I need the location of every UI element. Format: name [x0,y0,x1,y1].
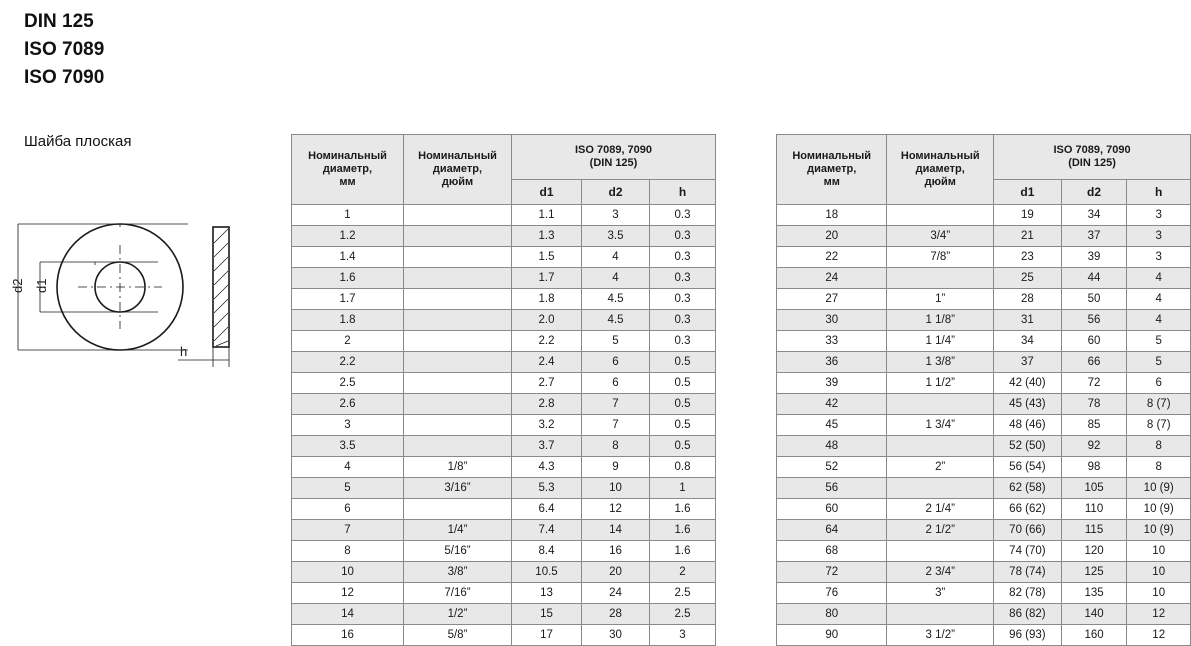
cell-d2: 10 [582,478,650,499]
cell-nominal-inch: 2 1/2” [887,520,994,541]
cell-nominal-mm: 4 [292,457,404,478]
cell-d2: 14 [582,520,650,541]
cell-nominal-inch [887,436,994,457]
cell-nominal-mm: 2 [292,331,404,352]
cell-d2: 135 [1061,583,1127,604]
cell-d1: 96 (93) [994,625,1062,646]
cell-nominal-inch [404,226,512,247]
cell-nominal-inch [404,373,512,394]
cell-nominal-inch: 2” [887,457,994,478]
cell-d1: 13 [512,583,582,604]
cell-nominal-mm: 3.5 [292,436,404,457]
cell-h: 12 [1127,604,1191,625]
table-row [777,289,1191,310]
cell-h: 4 [1127,268,1191,289]
header-iso-group: ISO 7089, 7090 (DIN 125) [512,135,716,180]
table-row [292,310,716,331]
cell-nominal-mm: 8 [292,541,404,562]
header-nominal-mm: Номинальный диаметр, мм [777,135,887,205]
cell-d2: 24 [582,583,650,604]
cell-d2: 28 [582,604,650,625]
cell-d2: 8 [582,436,650,457]
cell-nominal-inch [404,415,512,436]
table-row [777,457,1191,478]
table-row [777,331,1191,352]
table-row [777,247,1191,268]
cell-nominal-inch: 3/4” [887,226,994,247]
cell-nominal-inch: 3” [887,583,994,604]
cell-nominal-mm: 14 [292,604,404,625]
table-header-left [292,135,716,205]
cell-d1: 2.4 [512,352,582,373]
table-row [777,520,1191,541]
cell-nominal-mm: 60 [777,499,887,520]
cell-d2: 4.5 [582,310,650,331]
cell-d2: 115 [1061,520,1127,541]
header-h: h [650,180,716,205]
cell-d1: 42 (40) [994,373,1062,394]
table-row [292,499,716,520]
cell-nominal-mm: 42 [777,394,887,415]
cell-d1: 17 [512,625,582,646]
table-row [292,520,716,541]
cell-d1: 78 (74) [994,562,1062,583]
cell-nominal-inch: 1 1/2” [887,373,994,394]
cell-d1: 3.2 [512,415,582,436]
centre-lines [78,245,162,329]
cell-nominal-inch [887,604,994,625]
cell-h: 0.5 [650,415,716,436]
cell-nominal-inch [887,478,994,499]
cell-h: 0.5 [650,436,716,457]
table-body-left [292,205,716,646]
cell-nominal-inch [404,499,512,520]
washer-size-table-right [776,134,1191,646]
standard-din-125: DIN 125 [24,11,94,32]
cell-nominal-inch: 1/8” [404,457,512,478]
cell-h: 2.5 [650,604,716,625]
cell-d1: 2.8 [512,394,582,415]
cell-h: 10 (9) [1127,478,1191,499]
cell-nominal-mm: 1.2 [292,226,404,247]
cell-h: 5 [1127,331,1191,352]
cell-d1: 82 (78) [994,583,1062,604]
cell-h: 10 (9) [1127,520,1191,541]
cell-d1: 56 (54) [994,457,1062,478]
cell-d1: 37 [994,352,1062,373]
cell-d2: 140 [1061,604,1127,625]
table-row [292,583,716,604]
table-row [777,205,1191,226]
cell-nominal-mm: 45 [777,415,887,436]
cell-d2: 9 [582,457,650,478]
cell-h: 2.5 [650,583,716,604]
cell-h: 10 [1127,562,1191,583]
header-h: h [1127,180,1191,205]
cell-d1: 62 (58) [994,478,1062,499]
label-d2: d2 [10,278,25,293]
cell-d1: 31 [994,310,1062,331]
cell-h: 2 [650,562,716,583]
cell-h: 0.3 [650,268,716,289]
cell-nominal-inch: 2 3/4” [887,562,994,583]
cell-nominal-inch: 5/16” [404,541,512,562]
cell-d1: 52 (50) [994,436,1062,457]
cell-d1: 2.0 [512,310,582,331]
cell-nominal-mm: 72 [777,562,887,583]
table-row [777,478,1191,499]
cell-d2: 72 [1061,373,1127,394]
cell-h: 6 [1127,373,1191,394]
cell-nominal-inch: 7/8” [887,247,994,268]
cell-d2: 92 [1061,436,1127,457]
table-row [777,415,1191,436]
cell-d2: 30 [582,625,650,646]
table-row [292,352,716,373]
cell-d1: 23 [994,247,1062,268]
cell-nominal-mm: 7 [292,520,404,541]
cell-d1: 3.7 [512,436,582,457]
cell-nominal-inch [887,268,994,289]
cell-nominal-mm: 36 [777,352,887,373]
cell-nominal-inch: 7/16” [404,583,512,604]
cell-h: 3 [1127,205,1191,226]
cell-nominal-inch [404,205,512,226]
cell-d1: 70 (66) [994,520,1062,541]
cell-h: 10 [1127,583,1191,604]
cell-nominal-mm: 48 [777,436,887,457]
table-row [292,226,716,247]
cell-nominal-mm: 5 [292,478,404,499]
cell-nominal-mm: 1 [292,205,404,226]
cell-d2: 60 [1061,331,1127,352]
standards-title-block [24,8,104,92]
cell-nominal-mm: 16 [292,625,404,646]
cell-d2: 3.5 [582,226,650,247]
cell-nominal-inch [404,436,512,457]
cell-d2: 4 [582,268,650,289]
cell-nominal-inch: 5/8” [404,625,512,646]
cell-d2: 4.5 [582,289,650,310]
cell-d2: 7 [582,415,650,436]
product-subtitle: Шайба плоская [24,133,132,150]
cell-h: 3 [1127,226,1191,247]
cell-d2: 7 [582,394,650,415]
cell-nominal-mm: 1.7 [292,289,404,310]
cell-nominal-mm: 2.2 [292,352,404,373]
cell-d1: 6.4 [512,499,582,520]
cell-d1: 15 [512,604,582,625]
table-row [292,457,716,478]
cell-d1: 28 [994,289,1062,310]
cell-h: 0.3 [650,310,716,331]
header-d2: d2 [1061,180,1127,205]
cell-d2: 66 [1061,352,1127,373]
header-nominal-inch: Номинальный диаметр, дюйм [404,135,512,205]
table-row [777,562,1191,583]
cell-nominal-inch: 3 1/2” [887,625,994,646]
cell-nominal-inch [404,352,512,373]
cell-h: 0.3 [650,289,716,310]
cell-nominal-mm: 22 [777,247,887,268]
cell-nominal-inch: 1/4” [404,520,512,541]
cell-h: 0.3 [650,331,716,352]
cell-nominal-mm: 1.4 [292,247,404,268]
cell-h: 5 [1127,352,1191,373]
table-row [292,289,716,310]
table-row [777,499,1191,520]
header-d1: d1 [994,180,1062,205]
table-row [292,625,716,646]
table-row [777,583,1191,604]
cell-h: 4 [1127,310,1191,331]
cell-h: 10 [1127,541,1191,562]
cell-h: 1 [650,478,716,499]
cell-d1: 21 [994,226,1062,247]
cell-d2: 85 [1061,415,1127,436]
header-iso-group: ISO 7089, 7090 (DIN 125) [994,135,1191,180]
cell-nominal-inch [404,310,512,331]
cell-nominal-mm: 90 [777,625,887,646]
cell-nominal-mm: 30 [777,310,887,331]
header-d1: d1 [512,180,582,205]
cell-h: 0.3 [650,205,716,226]
cell-nominal-mm: 56 [777,478,887,499]
cell-nominal-mm: 33 [777,331,887,352]
cell-nominal-mm: 2.6 [292,394,404,415]
cell-h: 0.5 [650,352,716,373]
cell-nominal-mm: 76 [777,583,887,604]
washer-side-view [178,227,229,367]
cell-h: 12 [1127,625,1191,646]
cell-d2: 6 [582,373,650,394]
cell-h: 10 (9) [1127,499,1191,520]
cell-d2: 56 [1061,310,1127,331]
table-row [292,436,716,457]
cell-d1: 1.3 [512,226,582,247]
cell-d1: 86 (82) [994,604,1062,625]
cell-h: 0.8 [650,457,716,478]
cell-nominal-mm: 52 [777,457,887,478]
cell-nominal-mm: 20 [777,226,887,247]
cell-nominal-mm: 68 [777,541,887,562]
cell-d1: 1.1 [512,205,582,226]
cell-d2: 98 [1061,457,1127,478]
cell-nominal-inch [404,289,512,310]
label-h: h [180,344,188,359]
cell-nominal-inch: 1” [887,289,994,310]
cell-d2: 37 [1061,226,1127,247]
cell-nominal-inch [887,205,994,226]
table-row [777,541,1191,562]
label-d1: d1 [34,278,49,293]
cell-d2: 160 [1061,625,1127,646]
cell-h: 3 [650,625,716,646]
cell-nominal-mm: 6 [292,499,404,520]
cell-nominal-inch: 2 1/4” [887,499,994,520]
washer-size-table-right-wrap [776,134,1191,646]
cell-d1: 5.3 [512,478,582,499]
cell-nominal-mm: 24 [777,268,887,289]
cell-d2: 12 [582,499,650,520]
cell-d2: 50 [1061,289,1127,310]
table-row [777,373,1191,394]
washer-size-table-left-wrap [291,134,716,646]
washer-drawing [8,215,258,395]
table-row [292,394,716,415]
cell-nominal-inch: 1 3/8” [887,352,994,373]
cell-nominal-mm: 39 [777,373,887,394]
cell-nominal-mm: 64 [777,520,887,541]
cell-d2: 20 [582,562,650,583]
cell-d2: 4 [582,247,650,268]
table-row [777,310,1191,331]
cell-nominal-inch [404,331,512,352]
table-row [292,541,716,562]
header-d2: d2 [582,180,650,205]
table-row [777,436,1191,457]
cell-d2: 120 [1061,541,1127,562]
cell-nominal-inch: 3/16” [404,478,512,499]
cell-d1: 4.3 [512,457,582,478]
cell-h: 1.6 [650,520,716,541]
cell-d1: 10.5 [512,562,582,583]
table-row [292,247,716,268]
table-row [292,268,716,289]
cell-h: 0.5 [650,373,716,394]
cell-nominal-inch [404,394,512,415]
cell-d1: 2.7 [512,373,582,394]
cell-d1: 19 [994,205,1062,226]
cell-d1: 7.4 [512,520,582,541]
standard-iso-7090: ISO 7090 [24,67,105,88]
header-nominal-mm: Номинальный диаметр, мм [292,135,404,205]
table-row [777,352,1191,373]
table-row [777,394,1191,415]
cell-nominal-inch: 1 3/4” [887,415,994,436]
cell-nominal-inch: 3/8” [404,562,512,583]
cell-nominal-mm: 2.5 [292,373,404,394]
cell-d1: 45 (43) [994,394,1062,415]
cell-nominal-mm: 1.8 [292,310,404,331]
cell-h: 0.3 [650,247,716,268]
cell-d2: 39 [1061,247,1127,268]
cell-nominal-inch: 1 1/8” [887,310,994,331]
washer-size-table-left [291,134,716,646]
cell-d1: 1.7 [512,268,582,289]
table-row [777,226,1191,247]
cell-d2: 125 [1061,562,1127,583]
cell-h: 8 (7) [1127,394,1191,415]
cell-nominal-inch [887,394,994,415]
cell-h: 8 [1127,457,1191,478]
cell-d2: 3 [582,205,650,226]
cell-d1: 48 (46) [994,415,1062,436]
cell-h: 8 [1127,436,1191,457]
table-row [292,205,716,226]
table-row [777,625,1191,646]
cell-d1: 34 [994,331,1062,352]
cell-d1: 1.8 [512,289,582,310]
cell-nominal-inch [404,268,512,289]
cell-h: 1.6 [650,541,716,562]
cell-d2: 110 [1061,499,1127,520]
cell-nominal-mm: 3 [292,415,404,436]
cell-nominal-mm: 12 [292,583,404,604]
cell-d1: 74 (70) [994,541,1062,562]
table-header-right [777,135,1191,205]
table-row [292,478,716,499]
table-row [292,562,716,583]
cell-d1: 25 [994,268,1062,289]
cell-h: 8 (7) [1127,415,1191,436]
table-row [292,373,716,394]
table-row [777,268,1191,289]
cell-d1: 8.4 [512,541,582,562]
cell-h: 0.3 [650,226,716,247]
cell-nominal-inch [404,247,512,268]
cell-h: 3 [1127,247,1191,268]
cell-d2: 105 [1061,478,1127,499]
table-row [292,331,716,352]
cell-d2: 78 [1061,394,1127,415]
table-body-right [777,205,1191,646]
cell-nominal-mm: 18 [777,205,887,226]
table-row [777,604,1191,625]
cell-d2: 16 [582,541,650,562]
cell-nominal-mm: 80 [777,604,887,625]
cell-nominal-mm: 1.6 [292,268,404,289]
cell-d2: 44 [1061,268,1127,289]
cell-h: 4 [1127,289,1191,310]
cell-nominal-mm: 10 [292,562,404,583]
table-row [292,415,716,436]
cell-h: 0.5 [650,394,716,415]
cell-d1: 2.2 [512,331,582,352]
cell-nominal-inch: 1/2” [404,604,512,625]
cell-h: 1.6 [650,499,716,520]
standard-iso-7089: ISO 7089 [24,39,105,60]
cell-d1: 1.5 [512,247,582,268]
cell-d2: 6 [582,352,650,373]
header-nominal-inch: Номинальный диаметр, дюйм [887,135,994,205]
table-row [292,604,716,625]
cell-nominal-mm: 27 [777,289,887,310]
cell-nominal-inch [887,541,994,562]
cell-d2: 5 [582,331,650,352]
cell-nominal-inch: 1 1/4” [887,331,994,352]
cell-d2: 34 [1061,205,1127,226]
cell-d1: 66 (62) [994,499,1062,520]
